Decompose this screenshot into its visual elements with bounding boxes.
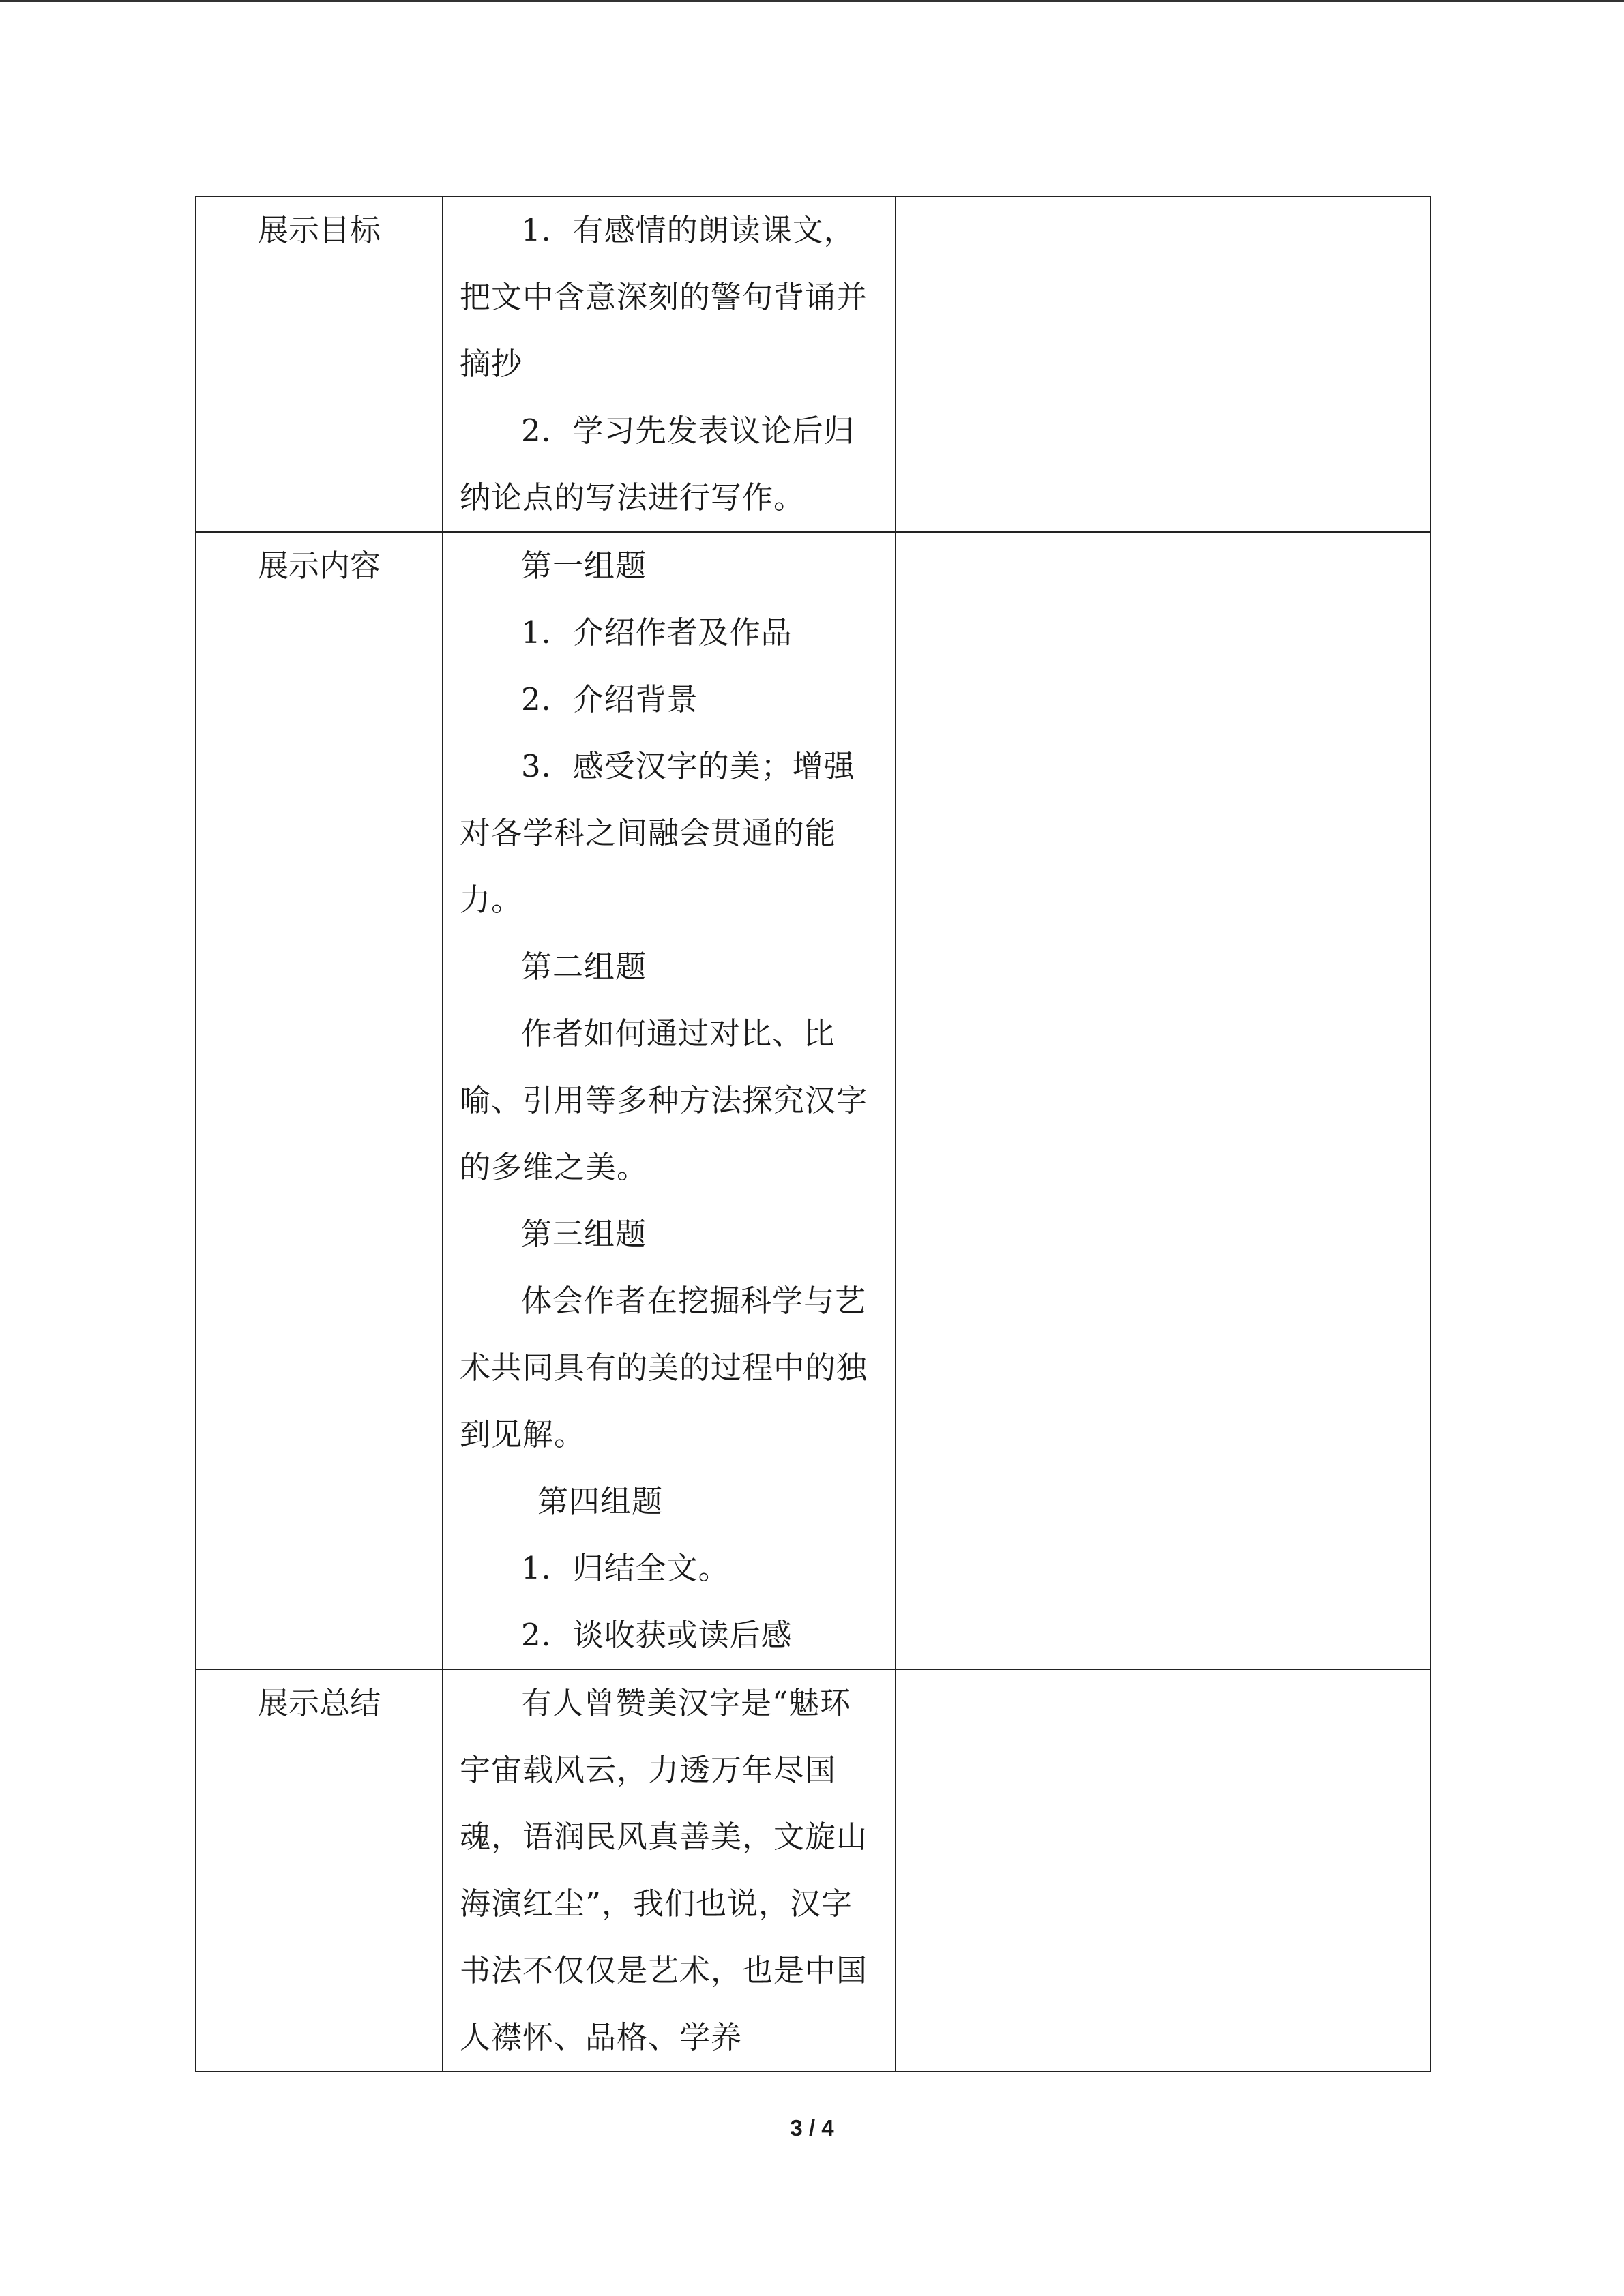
- content-paragraph: 2．谈收获或读后感: [521, 1617, 793, 1653]
- table-row: [196, 532, 1430, 1669]
- page-number: 3 / 4: [790, 2115, 834, 2141]
- content-paragraph: 体会作者在挖掘科学与艺术共同具有的美的过程中的独到见解。: [460, 1283, 868, 1452]
- row-content-summary: [443, 1669, 896, 2072]
- row-label-summary: 展示总结: [196, 1669, 443, 2072]
- row-content-goal: [443, 196, 896, 532]
- content-paragraph: 1．介绍作者及作品: [521, 614, 793, 651]
- content-paragraph: 3．感受汉字的美；增强对各学科之间融会贯通的能力。: [460, 748, 855, 918]
- content-paragraph: 2．介绍背景: [521, 681, 698, 717]
- content-paragraph: 第二组题: [521, 949, 647, 985]
- content-paragraph: 2．学习先发表议论后归纳论点的写法进行写作。: [460, 413, 855, 516]
- row-notes-content: [896, 532, 1430, 1669]
- content-paragraph: 1．有感情的朗读课文，把文中含意深刻的警句背诵并摘抄: [460, 212, 868, 382]
- content-paragraph: 第一组题: [521, 548, 647, 584]
- row-label-content: 展示内容: [196, 532, 443, 1669]
- lesson-table: [195, 196, 1431, 2072]
- row-label-goal: 展示目标: [196, 196, 443, 532]
- content-paragraph: 有人曾赞美汉字是“魅环宇宙载风云，力透万年尽国魂，语润民风真善美，文旋山海演红尘”，我们也说，汉字书法不仅仅是艺术，也是中国人襟怀、品格、学养: [460, 1685, 868, 2055]
- table-row: [196, 196, 1430, 532]
- content-paragraph: 1．归结全文。: [521, 1550, 730, 1586]
- row-notes-goal: [896, 196, 1430, 532]
- content-paragraph: 作者如何通过对比、比喻、引用等多种方法探究汉字的多维之美。: [460, 1015, 868, 1185]
- row-notes-summary: [896, 1669, 1430, 2072]
- page-top-border: [0, 0, 1624, 2]
- row-content-content: [443, 532, 896, 1669]
- content-paragraph: 第三组题: [521, 1216, 647, 1252]
- content-paragraph: 第四组题: [537, 1483, 664, 1519]
- table-row: [196, 1669, 1430, 2072]
